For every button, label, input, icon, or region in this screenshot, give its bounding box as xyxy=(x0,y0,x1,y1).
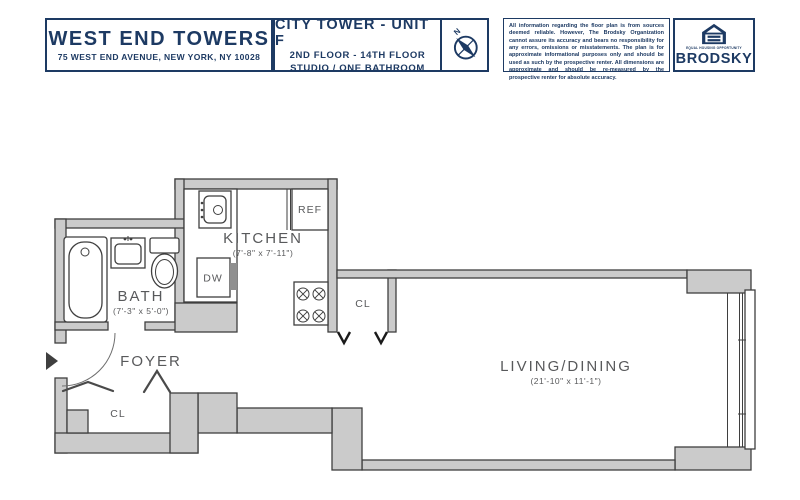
walls xyxy=(55,179,751,470)
unit-floors: 2ND FLOOR - 14TH FLOOR xyxy=(289,50,426,61)
toilet-icon xyxy=(150,238,179,288)
bathtub-icon xyxy=(64,237,107,322)
entry-door-icon xyxy=(46,352,58,370)
window-wall xyxy=(728,290,756,449)
bathroom-sink-icon xyxy=(111,236,145,268)
bath-dims: (7'-3" x 5'-0") xyxy=(113,306,169,316)
foyer-label: FOYER xyxy=(120,353,182,370)
living-label: LIVING/DINING xyxy=(500,358,632,375)
building-title: WEST END TOWERS xyxy=(48,27,270,50)
entry-closet-label: CL xyxy=(110,408,126,420)
bath-label: BATH xyxy=(117,288,165,305)
kitchen-closet-door-left xyxy=(338,332,350,343)
living-dims: (21'-10" x 11'-1") xyxy=(530,376,602,386)
entry-closet-bifold-door xyxy=(63,382,113,391)
bath-door-arc xyxy=(62,333,115,386)
kitchen-closet-label: CL xyxy=(355,298,371,310)
unit-name: CITY TOWER - UNIT F xyxy=(275,16,430,49)
kitchen-closet-door-right xyxy=(375,332,387,343)
compass-north-label: N xyxy=(452,26,463,38)
svg-text:REF: REF xyxy=(298,204,322,216)
svg-text:DW: DW xyxy=(203,272,223,285)
disclaimer-text: All information regarding the floor plan is from sources deemed reliable. However, The Brodsky Organization cannot assure its accuracy and bears no responsibility for any errors, omissions or misstatements. The plan is for approximate informational purposes only and should be used as such by the prospective renter. All dimensions are approximate and should be re-measured by the prospective renter for absolute accuracy. xyxy=(509,23,664,81)
kitchen-dims: (7'-8" x 7'-11") xyxy=(232,248,294,258)
brand-name: BRODSKY xyxy=(675,51,753,67)
kitchen-label: KITCHEN xyxy=(223,230,303,247)
stove-icon xyxy=(294,282,328,325)
foyer-closet-door xyxy=(144,371,170,392)
equal-housing-label: EQUAL HOUSING OPPORTUNITY xyxy=(686,46,742,50)
building-address: 75 WEST END AVENUE, NEW YORK, NY 10028 xyxy=(57,51,261,62)
unit-type: STUDIO / ONE BATHROOM xyxy=(290,62,425,74)
kitchen-sink-icon xyxy=(199,191,231,228)
refrigerator-icon xyxy=(287,189,328,230)
